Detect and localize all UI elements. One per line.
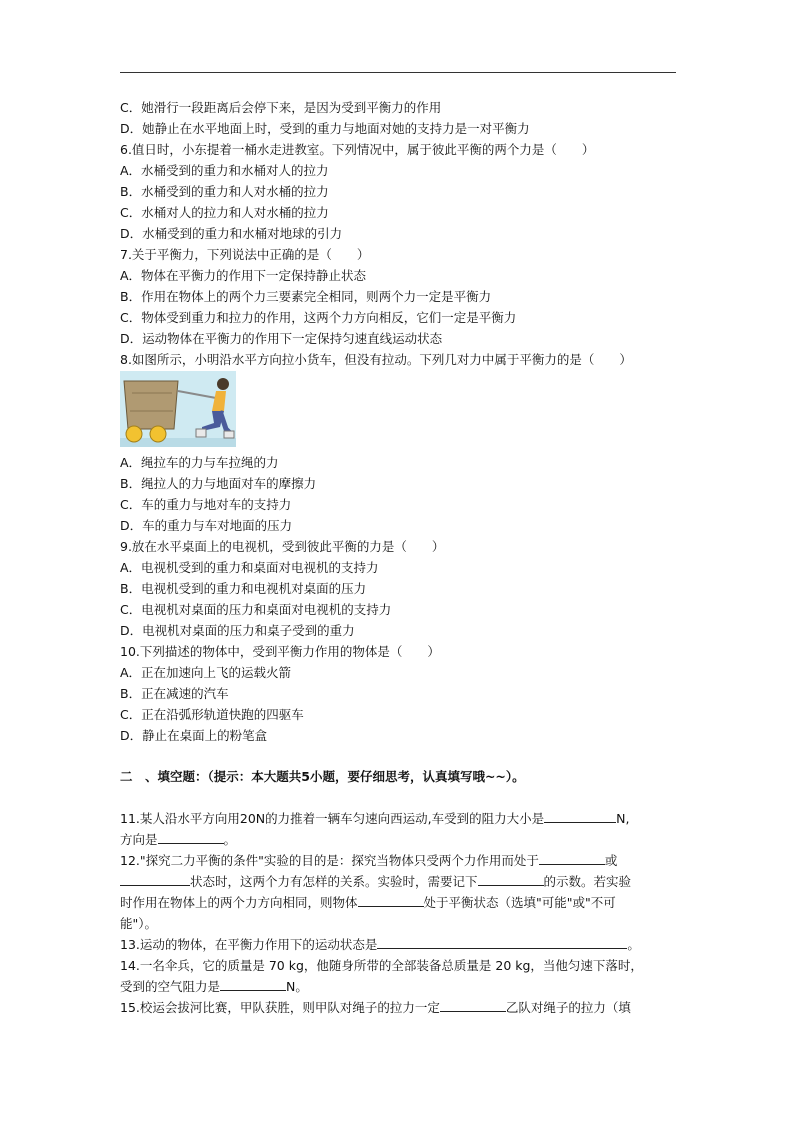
q6-option-b: B．水桶受到的重力和人对水桶的拉力: [120, 184, 329, 199]
q8-option-d: D．车的重力与车对地面的压力: [120, 518, 293, 533]
q12-text: 或: [604, 853, 618, 868]
answer-blank[interactable]: [478, 873, 544, 886]
question-13: [120, 936, 640, 954]
answer-blank[interactable]: [539, 852, 605, 865]
q10-option-a: A．正在加速向上飞的运载火箭: [120, 665, 292, 680]
question-12-line-3: [120, 894, 616, 912]
header-rule: [120, 72, 676, 73]
answer-blank[interactable]: [377, 936, 627, 949]
question-6: 6.值日时，小东提着一桶水走进教室。下列情况中，属于彼此平衡的两个力是（ ）: [120, 142, 595, 157]
q11-text: 11.某人沿水平方向用20N的力推着一辆车匀速向西运动,车受到的阻力大小是: [120, 811, 545, 826]
q11-text: 方向是: [120, 832, 158, 847]
q10-option-d: D．静止在桌面上的粉笔盒: [120, 728, 268, 743]
q12-text: 状态时，这两个力有怎样的关系。实验时，需要记下: [190, 874, 478, 889]
q7-option-b: B．作用在物体上的两个力三要素完全相同，则两个力一定是平衡力: [120, 289, 492, 304]
q6-option-c: C．水桶对人的拉力和人对水桶的拉力: [120, 205, 329, 220]
answer-blank[interactable]: [440, 999, 506, 1012]
q6-option-d: D．水桶受到的重力和水桶对地球的引力: [120, 226, 343, 241]
q6-option-a: A．水桶受到的重力和水桶对人的拉力: [120, 163, 329, 178]
q5-option-d: D．她静止在水平地面上时，受到的重力与地面对她的支持力是一对平衡力: [120, 121, 530, 136]
question-9: 9.放在水平桌面上的电视机，受到彼此平衡的力是（ ）: [120, 539, 445, 554]
q12-text: 的示数。若实验: [543, 874, 632, 889]
answer-blank[interactable]: [120, 873, 190, 886]
question-10: 10.下列描述的物体中，受到平衡力作用的物体是（ ）: [120, 644, 440, 659]
q13-punct: 。: [627, 937, 640, 952]
question-8: 8.如图所示，小明沿水平方向拉小货车，但没有拉动。下列几对力中属于平衡力的是（ ）: [120, 352, 632, 367]
question-7: 7.关于平衡力，下列说法中正确的是（ ）: [120, 247, 370, 262]
q8-option-b: B．绳拉人的力与地面对车的摩擦力: [120, 476, 317, 491]
q13-text: 13.运动的物体，在平衡力作用下的运动状态是: [120, 937, 378, 952]
q9-option-a: A．电视机受到的重力和桌面对电视机的支持力: [120, 560, 379, 575]
question-12-line-2: [120, 873, 631, 891]
q7-option-c: C．物体受到重力和拉力的作用，这两个力方向相反，它们一定是平衡力: [120, 310, 517, 325]
q9-option-c: C．电视机对桌面的压力和桌面对电视机的支持力: [120, 602, 392, 617]
q11-unit: N,: [616, 811, 630, 826]
question-14-line-2: [120, 978, 308, 996]
q12-text: 12."探究二力平衡的条件"实验的目的是：探究当物体只受两个力作用而处于: [120, 853, 539, 868]
q8-option-a: A．绳拉车的力与车拉绳的力: [120, 455, 279, 470]
q15-text: 乙队对绳子的拉力（填: [505, 1000, 631, 1015]
q11-punct: 。: [223, 832, 237, 847]
answer-blank[interactable]: [158, 831, 224, 844]
q10-option-c: C．正在沿弧形轨道快跑的四驱车: [120, 707, 304, 722]
section-2-heading: 二 、填空题：（提示：本大题共5小题，要仔细思考，认真填写哦~~）。: [120, 769, 525, 784]
question-11-line-2: [120, 831, 236, 849]
q9-option-b: B．电视机受到的重力和电视机对桌面的压力: [120, 581, 367, 596]
question-12-line-4: 能"）。: [120, 916, 157, 931]
q12-text: 处于平衡状态（选填"可能"或"不可: [423, 895, 616, 910]
question-11-line-1: [120, 810, 629, 828]
q14-text: 受到的空气阻力是: [120, 979, 221, 994]
answer-blank[interactable]: [544, 810, 616, 823]
q8-option-c: C．车的重力与地对车的支持力: [120, 497, 292, 512]
q15-text: 15.校运会拔河比赛，甲队获胜，则甲队对绳子的拉力一定: [120, 1000, 440, 1015]
cart-pulling-figure: [120, 371, 236, 447]
answer-blank[interactable]: [358, 894, 424, 907]
q7-option-d: D．运动物体在平衡力的作用下一定保持匀速直线运动状态: [120, 331, 443, 346]
q10-option-b: B．正在减速的汽车: [120, 686, 229, 701]
question-14-line-1: 14.一名伞兵，它的质量是 70 kg，他随身所带的全部装备总质量是 20 kg，当他匀速下落时，: [120, 958, 643, 973]
answer-blank[interactable]: [220, 978, 286, 991]
question-15: [120, 999, 631, 1017]
q9-option-d: D．电视机对桌面的压力和桌子受到的重力: [120, 623, 355, 638]
question-12-line-1: [120, 852, 617, 870]
q7-option-a: A．物体在平衡力的作用下一定保持静止状态: [120, 268, 367, 283]
q12-text: 时作用在物体上的两个力方向相同，则物体: [120, 895, 358, 910]
q14-unit: N。: [286, 979, 308, 994]
q5-option-c: C．她滑行一段距离后会停下来，是因为受到平衡力的作用: [120, 100, 442, 115]
